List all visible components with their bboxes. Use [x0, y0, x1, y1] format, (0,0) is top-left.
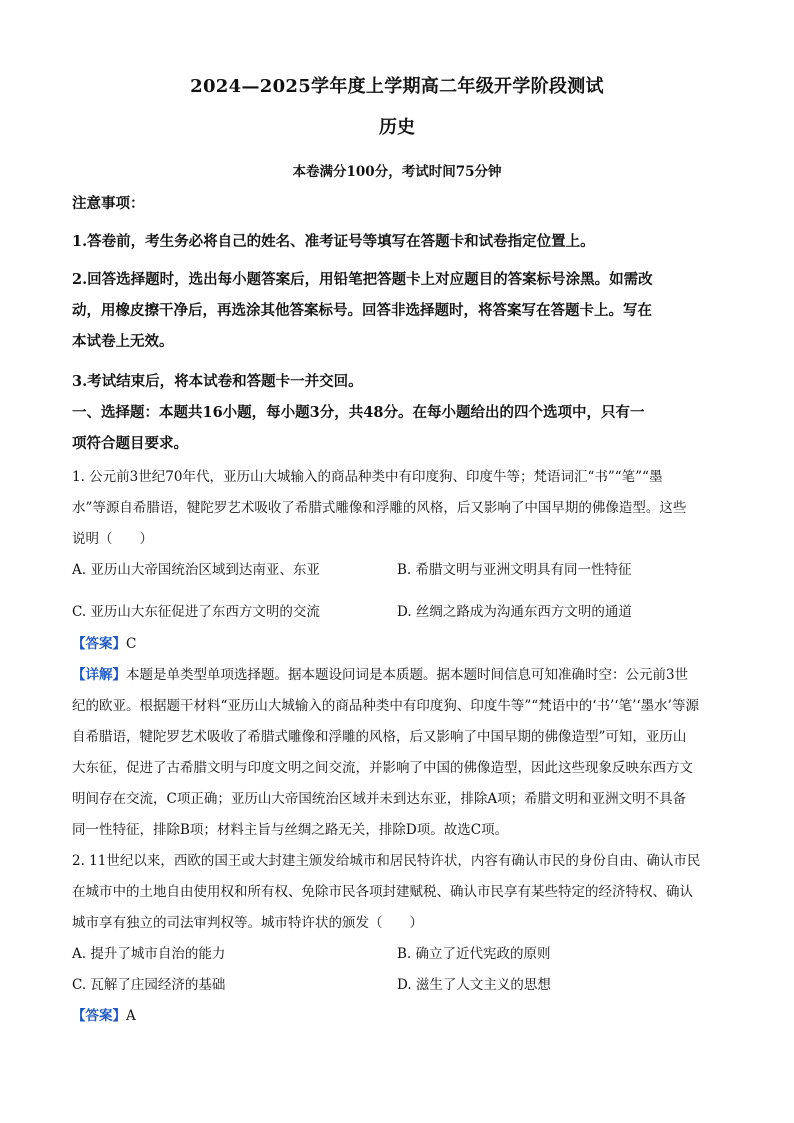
- notice-item-2-line-2: 动，用橡皮擦干净后，再选涂其他答案标号。回答非选择题时，将答案写在答题卡上。写在: [72, 302, 652, 319]
- q2-stem-line-3: 城市享有独立的司法审判权等。城市特许状的颁发（ ）: [72, 915, 423, 931]
- q1-detail-line-6: 同一性特征，排除B项；材料主旨与丝绸之路无关，排除D项。故选C项。: [72, 822, 509, 838]
- q1-option-c: C. 亚历山大东征促进了东西方文明的交流: [72, 604, 320, 620]
- q1-option-d: D. 丝绸之路成为沟通东西方文明的通道: [397, 604, 632, 620]
- q1-detail-line-5: 明间存在交流，C项正确；亚历山大帝国统治区域并未到达东亚，排除A项；希腊文明和亚洲文明不具备: [72, 791, 687, 807]
- notice-heading: 注意事项：: [72, 195, 145, 212]
- q2-option-b: B. 确立了近代宪政的原则: [397, 946, 551, 962]
- notice-item-3: 3.考试结束后，将本试卷和答题卡一并交回。: [72, 373, 363, 390]
- q1-answer-value: C: [126, 636, 137, 652]
- exam-title: 2024—2025学年度上学期高二年级开学阶段测试: [190, 76, 604, 97]
- q2-stem-line-1: 2. 11世纪以来，西欧的国王或大封建主颁发给城市和居民特许状，内容有确认市民的身份自由、确认市民: [72, 853, 701, 869]
- q2-answer: [72, 1004, 136, 1024]
- notice-item-2-line-1: 2.回答选择题时，选出每小题答案后，用铅笔把答题卡上对应题目的答案标号涂黑。如需改: [72, 271, 653, 288]
- q1-detail-line-4: 大东征，促进了古希腊文明与印度文明之间交流，并影响了中国的佛像造型，因此这些现象反映东西方文: [72, 760, 693, 776]
- q2-option-d: D. 滋生了人文主义的思想: [397, 977, 551, 993]
- q2-option-c: C. 瓦解了庄园经济的基础: [72, 977, 226, 993]
- subject-title: 历史: [379, 117, 415, 138]
- q1-stem-line-2: 水”等源自希腊语，犍陀罗艺术吸收了希腊式雕像和浮雕的风格，后又影响了中国早期的佛像造型。这些: [72, 500, 687, 516]
- q2-stem-line-2: 在城市中的土地自由使用权和所有权、免除市民各项封建赋税、确认市民享有某些特定的经济特权、确认: [72, 884, 693, 900]
- q2-option-a: A. 提升了城市自治的能力: [72, 946, 226, 962]
- q1-answer-label: 【答案】: [72, 636, 126, 652]
- q1-stem-line-3: 说明（ ）: [72, 531, 153, 547]
- q1-stem-line-1: 1. 公元前3世纪70年代，亚历山大城输入的商品种类中有印度狗、印度牛等；梵语词汇“书”“笔”“墨: [72, 469, 663, 485]
- notice-item-1: 1.答卷前，考生务必将自己的姓名、准考证号等填写在答题卡和试卷指定位置上。: [72, 233, 595, 250]
- q1-detail-line-1: [72, 663, 688, 683]
- section-heading-line-2: 项符合题目要求。: [72, 435, 188, 452]
- q1-answer: [72, 632, 136, 652]
- q1-detail-line-3: 自希腊语，犍陀罗艺术吸收了希腊式雕像和浮雕的风格，后又影响了中国早期的佛像造型”可知，亚历山: [72, 729, 687, 745]
- section-heading-line-1: 一、选择题：本题共16小题，每小题3分，共48分。在每小题给出的四个选项中，只有一: [72, 404, 645, 421]
- q1-option-b: B. 希腊文明与亚洲文明具有同一性特征: [397, 562, 632, 578]
- q1-detail-text-1: 本题是单类型单项选择题。据本题设问词是本质题。据本题时间信息可知准确时空：公元前3世: [126, 667, 689, 683]
- q2-answer-label: 【答案】: [72, 1008, 126, 1024]
- q2-answer-value: A: [126, 1008, 136, 1024]
- q1-detail-line-2: 纪的欧亚。根据题干材料“亚历山大城输入的商品种类中有印度狗、印度牛等”“梵语中的‘书’‘笔’‘墨水’等源: [72, 698, 699, 714]
- notice-item-2-line-3: 本试卷上无效。: [72, 333, 174, 350]
- q1-option-a: A. 亚历山大帝国统治区域到达南亚、东亚: [72, 562, 320, 578]
- q1-detail-label: 【详解】: [72, 667, 126, 683]
- exam-meta: 本卷满分100分，考试时间75分钟: [292, 164, 502, 180]
